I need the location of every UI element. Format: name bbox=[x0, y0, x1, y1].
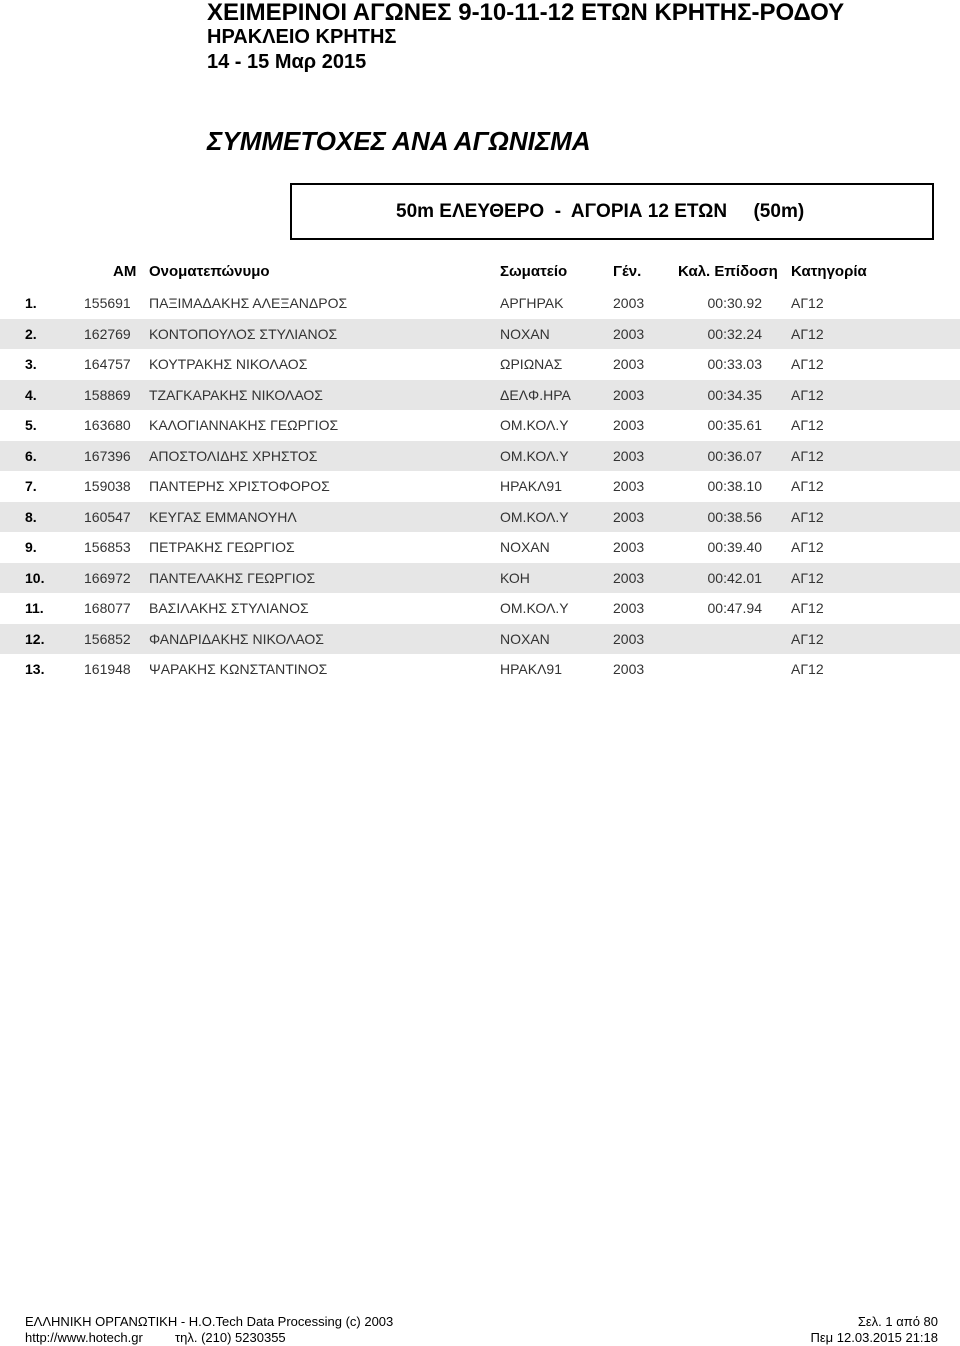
table-row bbox=[0, 441, 960, 471]
club-cell: ΗΡΑΚΛ91 bbox=[500, 478, 563, 494]
category-cell: ΑΓ12 bbox=[791, 630, 824, 647]
year-cell: 2003 bbox=[613, 417, 645, 433]
position-cell: 13. bbox=[25, 661, 45, 677]
category-cell: ΑΓ12 bbox=[791, 417, 824, 433]
club-cell: ΝΟΧΑΝ bbox=[500, 630, 550, 647]
category-cell: ΑΓ12 bbox=[791, 569, 824, 586]
club-cell: ΟΜ.ΚΟΛ.Υ bbox=[500, 508, 569, 525]
col-header-name: Ονοματεπώνυμο bbox=[149, 263, 270, 280]
time-cell: 00:42.01 bbox=[707, 569, 762, 586]
table-row bbox=[0, 319, 960, 349]
position-cell: 4. bbox=[25, 386, 37, 403]
footer-org: ΕΛΛΗΝΙΚΗ ΟΡΓΑΝΩΤΙΚΗ - Η.Ο.Tech Data Processing (c) 2003 bbox=[25, 1314, 394, 1329]
table-row bbox=[0, 380, 960, 410]
am-cell: 167396 bbox=[84, 447, 131, 464]
year-cell: 2003 bbox=[613, 447, 645, 464]
table-row bbox=[0, 532, 960, 562]
club-cell: ΑΡΓΗΡΑΚ bbox=[500, 295, 564, 311]
name-cell: ΠΑΝΤΕΛΑΚΗΣ ΓΕΩΡΓΙΟΣ bbox=[149, 569, 316, 586]
year-cell: 2003 bbox=[613, 569, 645, 586]
am-cell: 164757 bbox=[84, 356, 131, 372]
event-title: 50m ΕΛΕΥΘΕΡΟ - ΑΓΟΡΙΑ 12 ΕΤΩΝ (50m) bbox=[396, 201, 805, 222]
year-cell: 2003 bbox=[613, 539, 645, 555]
am-cell: 162769 bbox=[84, 325, 131, 342]
name-cell: ΑΠΟΣΤΟΛΙΔΗΣ ΧΡΗΣΤΟΣ bbox=[149, 447, 318, 464]
name-cell: ΒΑΣΙΛΑΚΗΣ ΣΤΥΛΙΑΝΟΣ bbox=[149, 600, 309, 616]
time-cell: 00:38.10 bbox=[707, 478, 762, 494]
club-cell: ΟΜ.ΚΟΛ.Υ bbox=[500, 447, 569, 464]
year-cell: 2003 bbox=[613, 386, 645, 403]
year-cell: 2003 bbox=[613, 325, 645, 342]
name-cell: ΚΕΥΓΑΣ ΕΜΜΑΝΟΥΗΛ bbox=[149, 508, 297, 525]
table-row bbox=[0, 502, 960, 532]
col-header-year: Γέν. bbox=[613, 263, 642, 280]
club-cell: ΗΡΑΚΛ91 bbox=[500, 661, 563, 677]
category-cell: ΑΓ12 bbox=[791, 295, 824, 311]
position-cell: 11. bbox=[25, 600, 44, 616]
am-cell: 160547 bbox=[84, 508, 131, 525]
am-cell: 161948 bbox=[84, 661, 131, 677]
col-header-category: Κατηγορία bbox=[791, 263, 867, 280]
time-cell: 00:30.92 bbox=[707, 295, 762, 311]
year-cell: 2003 bbox=[613, 661, 645, 677]
position-cell: 5. bbox=[25, 417, 37, 433]
position-cell: 10. bbox=[25, 569, 45, 586]
name-cell: ΠΑΝΤΕΡΗΣ ΧΡΙΣΤΟΦΟΡΟΣ bbox=[149, 478, 330, 494]
category-cell: ΑΓ12 bbox=[791, 508, 824, 525]
position-cell: 1. bbox=[25, 295, 37, 311]
category-cell: ΑΓ12 bbox=[791, 539, 824, 555]
table-row bbox=[0, 349, 960, 379]
category-cell: ΑΓ12 bbox=[791, 356, 824, 372]
year-cell: 2003 bbox=[613, 630, 645, 647]
time-cell: 00:35.61 bbox=[707, 417, 762, 433]
category-cell: ΑΓ12 bbox=[791, 447, 824, 464]
year-cell: 2003 bbox=[613, 478, 645, 494]
am-cell: 156852 bbox=[84, 630, 131, 647]
year-cell: 2003 bbox=[613, 508, 645, 525]
name-cell: ΚΑΛΟΓΙΑΝΝΑΚΗΣ ΓΕΩΡΓΙΟΣ bbox=[149, 417, 339, 433]
category-cell: ΑΓ12 bbox=[791, 478, 824, 494]
year-cell: 2003 bbox=[613, 356, 645, 372]
footer-url: http://www.hotech.gr bbox=[25, 1330, 143, 1345]
table-row bbox=[0, 563, 960, 593]
category-cell: ΑΓ12 bbox=[791, 386, 824, 403]
category-cell: ΑΓ12 bbox=[791, 661, 824, 677]
time-cell: 00:47.94 bbox=[707, 600, 762, 616]
am-cell: 168077 bbox=[84, 600, 131, 616]
position-cell: 9. bbox=[25, 539, 37, 555]
club-cell: ΝΟΧΑΝ bbox=[500, 539, 550, 555]
position-cell: 2. bbox=[25, 325, 37, 342]
footer-page: Σελ. 1 από 80 bbox=[857, 1314, 938, 1329]
name-cell: ΨΑΡΑΚΗΣ ΚΩΝΣΤΑΝΤΙΝΟΣ bbox=[149, 661, 328, 677]
club-cell: ΩΡΙΩΝΑΣ bbox=[500, 356, 563, 372]
table-row bbox=[0, 288, 960, 318]
position-cell: 12. bbox=[25, 630, 45, 647]
meet-dates: 14 - 15 Μαρ 2015 bbox=[207, 51, 367, 73]
position-cell: 6. bbox=[25, 447, 37, 464]
position-cell: 7. bbox=[25, 478, 37, 494]
table-row bbox=[0, 654, 960, 684]
table-row bbox=[0, 471, 960, 501]
time-cell: 00:33.03 bbox=[707, 356, 762, 372]
category-cell: ΑΓ12 bbox=[791, 325, 824, 342]
meet-location: ΗΡΑΚΛΕΙΟ ΚΡΗΤΗΣ bbox=[207, 26, 397, 48]
time-cell: 00:36.07 bbox=[707, 447, 762, 464]
section-title: ΣΥΜΜΕΤΟΧΕΣ ΑΝΑ ΑΓΩΝΙΣΜΑ bbox=[207, 126, 591, 156]
year-cell: 2003 bbox=[613, 295, 645, 311]
footer-phone: τηλ. (210) 5230355 bbox=[175, 1330, 286, 1345]
footer-date: Πεμ 12.03.2015 21:18 bbox=[810, 1330, 938, 1345]
time-cell: 00:34.35 bbox=[707, 386, 762, 403]
name-cell: ΠΕΤΡΑΚΗΣ ΓΕΩΡΓΙΟΣ bbox=[149, 539, 295, 555]
club-cell: ΟΜ.ΚΟΛ.Υ bbox=[500, 600, 569, 616]
position-cell: 8. bbox=[25, 508, 37, 525]
time-cell: 00:38.56 bbox=[707, 508, 762, 525]
table-row bbox=[0, 624, 960, 654]
club-cell: ΚΟΗ bbox=[500, 569, 530, 586]
am-cell: 155691 bbox=[84, 295, 131, 311]
am-cell: 166972 bbox=[84, 569, 131, 586]
name-cell: ΚΟΝΤΟΠΟΥΛΟΣ ΣΤΥΛΙΑΝΟΣ bbox=[149, 325, 338, 342]
meet-title: ΧΕΙΜΕΡΙΝΟΙ ΑΓΩΝΕΣ 9-10-11-12 ΕΤΩΝ ΚΡΗΤΗΣ-ΡΟΔΟΥ bbox=[207, 0, 845, 26]
time-cell: 00:39.40 bbox=[707, 539, 762, 555]
club-cell: ΔΕΛΦ.ΗΡΑ bbox=[500, 386, 571, 403]
name-cell: ΤΖΑΓΚΑΡΑΚΗΣ ΝΙΚΟΛΑΟΣ bbox=[149, 386, 323, 403]
am-cell: 156853 bbox=[84, 539, 131, 555]
col-header-am: ΑΜ bbox=[113, 263, 137, 280]
club-cell: ΝΟΧΑΝ bbox=[500, 325, 550, 342]
position-cell: 3. bbox=[25, 356, 37, 372]
category-cell: ΑΓ12 bbox=[791, 600, 824, 616]
club-cell: ΟΜ.ΚΟΛ.Υ bbox=[500, 417, 569, 433]
am-cell: 159038 bbox=[84, 478, 131, 494]
name-cell: ΠΑΞΙΜΑΔΑΚΗΣ ΑΛΕΞΑΝΔΡΟΣ bbox=[149, 295, 348, 311]
am-cell: 158869 bbox=[84, 386, 131, 403]
name-cell: ΚΟΥΤΡΑΚΗΣ ΝΙΚΟΛΑΟΣ bbox=[149, 356, 308, 372]
name-cell: ΦΑΝΔΡΙΔΑΚΗΣ ΝΙΚΟΛΑΟΣ bbox=[149, 630, 324, 647]
col-header-time: Καλ. Επίδοση bbox=[678, 263, 778, 280]
table-row bbox=[0, 593, 960, 623]
year-cell: 2003 bbox=[613, 600, 645, 616]
am-cell: 163680 bbox=[84, 417, 131, 433]
table-row bbox=[0, 410, 960, 440]
time-cell: 00:32.24 bbox=[707, 325, 762, 342]
col-header-club: Σωματείο bbox=[500, 263, 568, 280]
